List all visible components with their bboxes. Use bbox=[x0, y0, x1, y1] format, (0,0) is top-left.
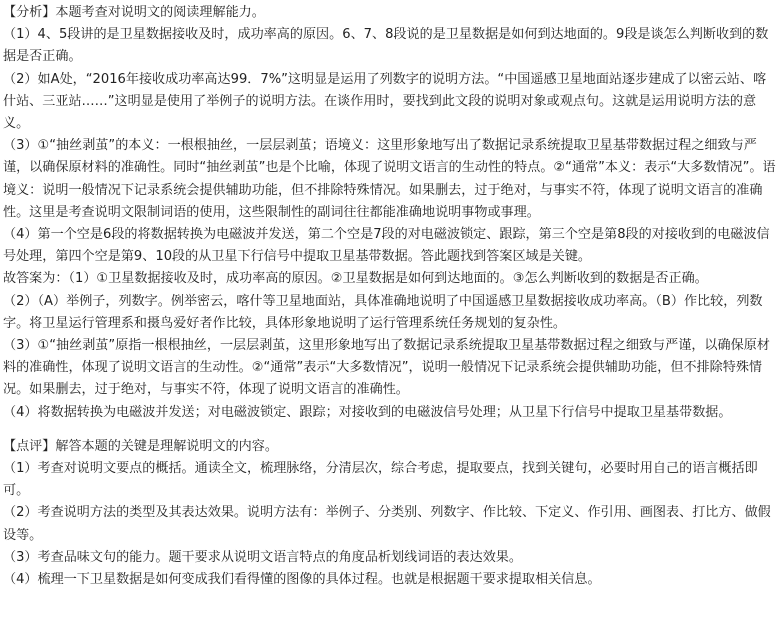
comment-point-3: （3）考查品味文句的能力。题干要求从说明文语言特点的角度品析划线词语的表达效果。 bbox=[3, 549, 522, 565]
analysis-heading: 【分析】本题考查对说明文的阅读理解能力。 bbox=[3, 5, 265, 20]
comment-point-2: （2）考查说明方法的类型及其表达效果。说明方法有：举例子、分类别、列数字、作比较、下定义、作引用、画图表、打比方、做假设等。 bbox=[3, 505, 771, 543]
comment-heading: 【点评】解答本题的关键是理解说明文的内容。 bbox=[3, 438, 278, 454]
comment-point-1: （1）考查对说明文要点的概括。通读全文，梳理脉络，分清层次，综合考虑，提取要点，找到关键句，必要时用自己的语言概括即可。 bbox=[3, 461, 758, 499]
answer-3: （3）①“抽丝剥茧”原指一根根抽丝，一层层剥茧，这里形象地写出了数据记录系统提取卫星基带数据过程之细致与严谨，以确保原材料的准确性，体现了说明文语言的生动性。②“通常”表示“大多数情况”，说明一般情况下记录系统会提供辅助功能，但不排除特殊情况。如果删去，过于绝对，与事实不符，体现了说明文语言的准确性。 bbox=[3, 338, 770, 398]
analysis-point-3: （3）①“抽丝剥茧”的本义：一根根抽丝，一层层剥茧；语境义：这里形象地写出了数据记录系统提取卫星基带数据过程之细致与严谨，以确保原材料的准确性。同时“抽丝剥茧”也是个比喻，体现了说明文语言的生动性的特点。②“通常”本义：表示“大多数情况”。语境义：说明一般情况下记录系统会提供辅助功能，但不排除特殊情况。如果删去，过于绝对，与事实不符，体现了说明文语言的准确性。这里是考查说明文限制词语的使用，这些限制性的副词往往都能准确地说明事物或事理。 bbox=[3, 138, 776, 220]
answer-4: （4）将数据转换为电磁波并发送；对电磁波锁定、跟踪；对接收到的电磁波信号处理；从卫星下行信号中提取卫星基带数据。 bbox=[3, 404, 732, 420]
analysis-point-2: （2）如A处，“2016年接收成功率高达99．7%”这明显是运用了列数字的说明方法。“中国遥感卫星地面站逐步建成了以密云站、喀什站、三亚站……”这明显是使用了举例子的说明方法。在谈作用时，要找到此文段的说明对象或观点句。这就是运用说明方法的意义。 bbox=[3, 71, 767, 132]
comment-section bbox=[3, 436, 778, 591]
answer-2: （2）（A）举例子，列数字。例举密云，喀什等卫星地面站，具体准确地说明了中国遥感卫星数据接收成功率高。（B）作比较，列数字。将卫星运行管理系和摄鸟爱好者作比较，具体形象地说明了运行管理系统任务规划的复杂性。 bbox=[3, 293, 763, 331]
comment-point-4: （4）梳理一下卫星数据是如何变成我们看得懂的图像的具体过程。也就是根据题干要求提取相关信息。 bbox=[3, 572, 601, 588]
analysis-point-4: （4）第一个空是6段的将数据转换为电磁波并发送，第二个空是7段的对电磁波锁定、跟踪，第三个空是第8段的对接收到的电磁波信号处理，第四个空是第9、10段的从卫星下行信号中提取卫星基带数据。答此题找到答案区域是关键。 bbox=[3, 227, 770, 265]
answer-1: 故答案为：（1）①卫星数据接收及时，成功率高的原因。②卫星数据是如何到达地面的。③怎么判断收到的数据是否正确。 bbox=[3, 271, 708, 287]
analysis-point-1: （1）4、5段讲的是卫星数据接收及时，成功率高的原因。6、7、8段说的是卫星数据是如何到达地面的。9段是谈怎么判断收到的数据是否正确。 bbox=[3, 27, 769, 65]
analysis-section bbox=[3, 2, 778, 424]
